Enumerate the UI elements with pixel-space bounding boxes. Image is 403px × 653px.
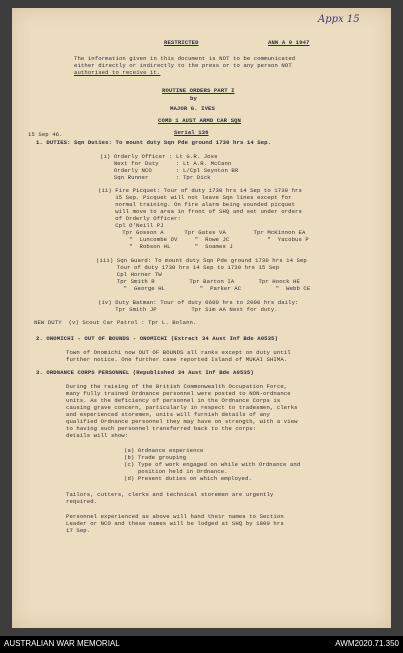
body-line: Leader or NCO and these names will be lodged at SHQ by 1800 hrs [66, 520, 284, 527]
duty-line: Tpr Smith JP Tpr Sim AA Next for duty. [98, 306, 278, 313]
duty-line: Next for Duty : Lt A.R. McCann [100, 160, 232, 167]
duty-line: (iv) Duty Batman: Tour of duty 0600 hrs to 2000 hrs daily: [98, 299, 299, 306]
body-line: to having such personnel transferred back to the corps: [66, 425, 257, 432]
body-line: many fully trained Ordnance personnel were posted to NON-ordnance [66, 390, 291, 397]
duty-line: NEW DUTY (v) Scout Car Patrol : Tpr L. Bolann. [34, 319, 197, 326]
body-line: Tailors, cutters, clerks and technical storemen are urgently [66, 491, 274, 498]
duty-line: " George HL " Parker AC " Webb CE [96, 285, 311, 292]
duty-line: (iii) Sqn Guard: To mount duty Sqn Pde ground 1730 hrs 14 Sep [96, 257, 307, 264]
notice-line: either directly or indirectly to the press or to any person NOT [74, 62, 292, 69]
duty-line: (i) Orderly Officer : Lt G.R. Joss [100, 153, 218, 160]
footer-accession-id: AWM2020.71.350 [335, 639, 399, 648]
duty-line: Cpl Horner TW [96, 271, 162, 278]
notice-line: authorised to receive it. [74, 69, 161, 76]
orders-date: 15 Sep 46. [28, 131, 63, 138]
footer-source: AUSTRALIAN WAR MEMORIAL [4, 639, 120, 648]
body-line: During the raising of the British Commonwealth Occupation Force, [66, 383, 288, 390]
list-item: (d) Present duties on which employed. [124, 475, 252, 482]
body-line: Personnel experienced as above will hand their names to Section [66, 513, 284, 520]
restricted-label: RESTRICTED [164, 39, 199, 46]
orders-unit: COMD 1 AUST ARMD CAR SQN [158, 117, 241, 124]
serial-number: Serial 136 [174, 129, 209, 136]
handwritten-annotation: Appx 15 [318, 14, 360, 25]
list-item: position held in Ordnance. [124, 468, 228, 475]
duty-line: Orderly NCO : L/Cpl Seynton BR [100, 167, 239, 174]
section-heading: 2. ONOMICHI - OUT OF BOUNDS - ONOMICHI (Extract 34 Aust Inf Bde A0535) [36, 335, 278, 342]
duty-line: Tour of duty 1730 hrs 14 Sep to 1730 hrs 15 Sep [96, 264, 280, 271]
body-line: further notice. One further case reported Island of MUKAI SHIMA. [66, 356, 288, 363]
duty-line: Tpr Gosson A Tpr Gates VA Tpr McKinnon EA [98, 229, 306, 236]
duty-line: " Robson HL " Soames J [98, 243, 233, 250]
duty-line: normal training. On fire alarm being sounded picquet [98, 201, 296, 208]
body-line: details will show: [66, 432, 129, 439]
body-line: qualified Ordnance personnel they may have on strength, with a view [66, 418, 298, 425]
duty-line: Cpl O'Neill PJ [98, 222, 164, 229]
notice-line: The information given in this document is NOT to be communicated [74, 55, 296, 62]
document-ref: ANN A 0 1947 [268, 39, 310, 46]
section-heading: 1. DUTIES: Sqn Duties: To mount duty Sqn Pde ground 1730 hrs 14 Sep. [36, 139, 272, 146]
orders-author: MAJOR G. IVES [170, 105, 215, 112]
body-line: and experienced storemen, units will furnish details of any [66, 411, 270, 418]
orders-by: by [190, 95, 197, 102]
body-line: units. As the deficiency of personnel in the Ordnance Corps is [66, 397, 281, 404]
duty-line: Sqn Runner : Tpr Dick [100, 174, 211, 181]
duty-line: will move to area in front of SHQ and set under orders [98, 208, 302, 215]
orders-title: ROUTINE ORDERS PART I [162, 87, 235, 94]
body-line: Town of Onomichi now OUT OF BOUNDS all ranks except on duty until [66, 349, 291, 356]
footer-bar [0, 636, 403, 653]
list-item: (b) Trade grouping [124, 454, 187, 461]
body-line: causing grave concern, particularly in respect to tradesmen, clerks [66, 404, 298, 411]
duty-line: Tpr Smith R Tpr Barton IA Tpr Hoock HE [96, 278, 300, 285]
body-line: required. [66, 498, 98, 505]
list-item: (c) Type of work engaged on while with Ordnance and [124, 461, 301, 468]
body-line: 17 Sep. [66, 527, 91, 534]
section-heading: 3. ORDNANCE CORPS PERSONNEL (Republished 34 Aust Inf Bde A0535) [36, 369, 254, 376]
document-page [12, 8, 391, 628]
duty-line: " Luncombe DV " Rowe JC " Yacobus P [98, 236, 309, 243]
duty-line: (ii) Fire Picquet: Tour of duty 1730 hrs 14 Sep to 1730 hrs [98, 187, 302, 194]
duty-line: of Orderly Officer: [98, 215, 181, 222]
duty-line: 15 Sep. Picquet will not leave Sqn lines except for [98, 194, 292, 201]
list-item: (a) Ordnance experience [124, 447, 204, 454]
